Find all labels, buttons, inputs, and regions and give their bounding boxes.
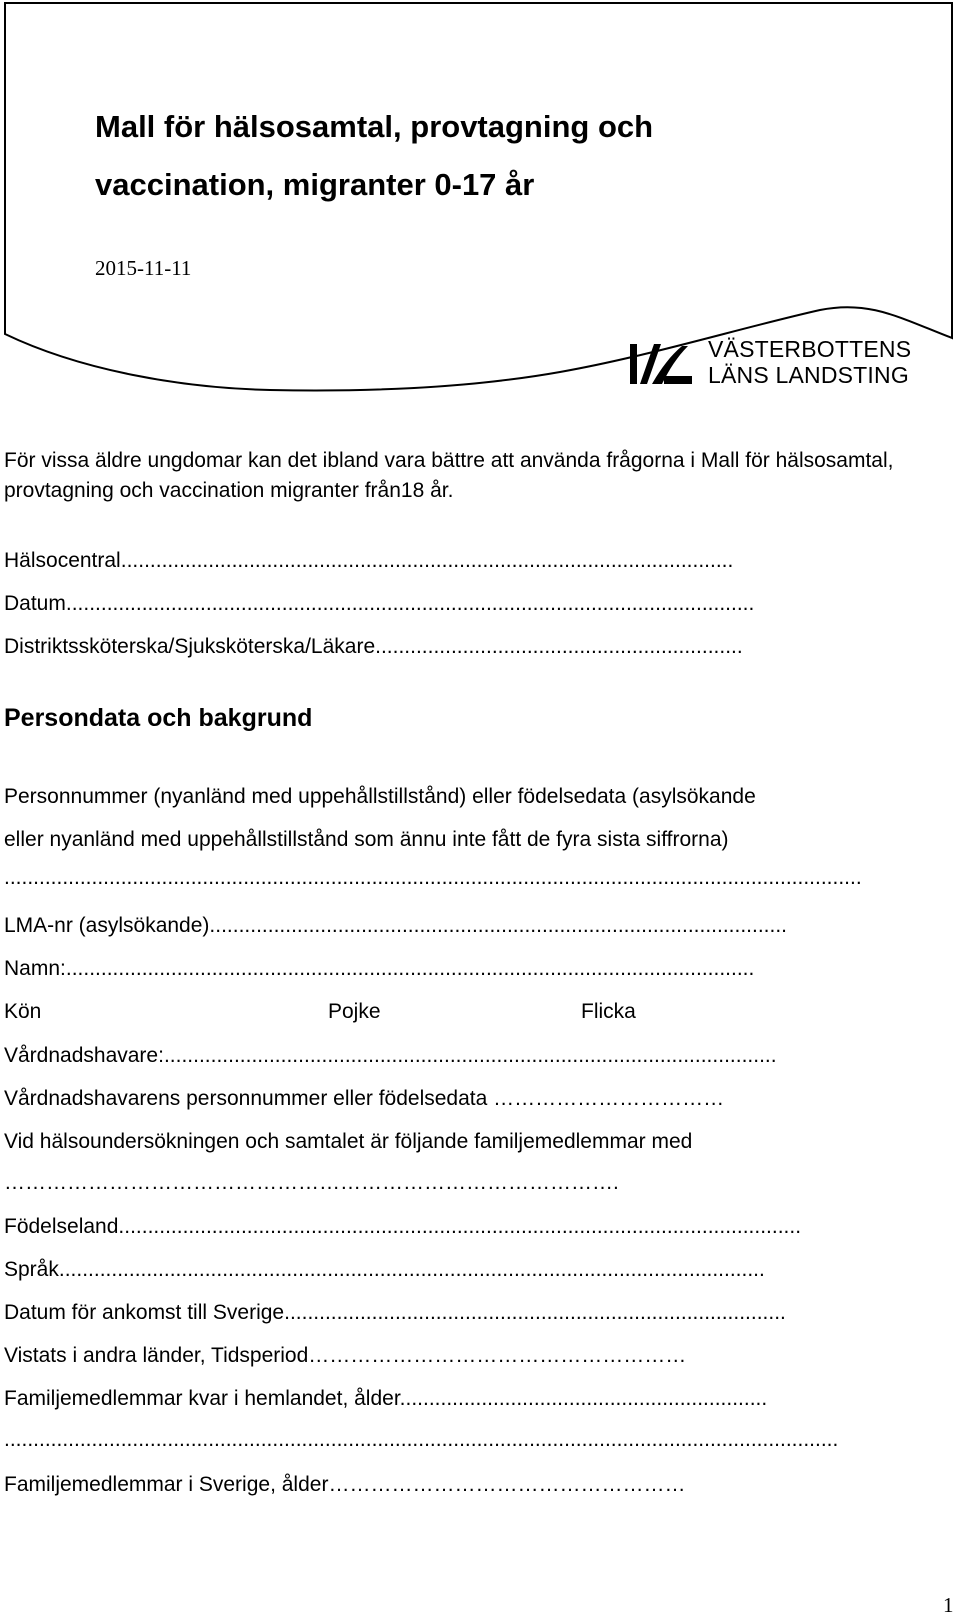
field-dots: ...............................................................	[399, 1387, 768, 1410]
field-dots: ……………………………	[487, 1087, 725, 1110]
kon-option-pojke[interactable]: Pojke	[328, 1000, 381, 1023]
logo-line-2: LÄNS LANDSTING	[708, 362, 909, 388]
document-title	[95, 98, 855, 214]
field-dots: ......................................................................................................................	[65, 592, 755, 615]
field-dots: ...............................................................................................................................................	[4, 1428, 839, 1451]
field-dots: ………………………………………………	[308, 1344, 687, 1367]
field-label: Hälsocentral	[4, 549, 121, 572]
field-lma-nr[interactable]	[4, 910, 952, 942]
field-label: Vårdnadshavarens personnummer eller födelsedata	[4, 1087, 488, 1110]
field-familjemedlemmar-med[interactable]	[4, 1167, 952, 1199]
section-heading: Persondata och bakgrund	[4, 704, 313, 732]
field-vardnadshavare[interactable]	[4, 1040, 952, 1072]
field-label: Vårdnadshavare:	[4, 1044, 164, 1067]
field-label: LMA-nr (asylsökande)	[4, 914, 210, 937]
intro-text: För vissa äldre ungdomar kan det ibland vara bättre att använda frågorna i Mall för hälsosamtal, provtagning och vaccination migranter från18 år.	[4, 449, 894, 502]
landsting-logo-text	[708, 336, 948, 388]
field-dots: ...................................................................................................................................................	[4, 866, 862, 889]
field-datum-ankomst[interactable]	[4, 1297, 952, 1329]
field-sprak[interactable]	[4, 1254, 952, 1286]
field-personnummer[interactable]	[4, 862, 952, 894]
field-label: Språk	[4, 1258, 59, 1281]
field-namn[interactable]	[4, 953, 952, 985]
kon-label: Kön	[4, 1000, 42, 1023]
field-label: Distriktssköterska/Sjuksköterska/Läkare	[4, 635, 376, 658]
familjemedlemmar-med-label: Vid hälsoundersökningen och samtalet är följande familjemedlemmar med	[4, 1130, 693, 1153]
field-familjemedlemmar-sverige[interactable]	[4, 1469, 952, 1501]
field-dots: ......................................................................................................................	[65, 957, 755, 980]
field-label: Familjemedlemmar i Sverige, ålder	[4, 1473, 329, 1496]
page-number: 1	[943, 1593, 954, 1617]
field-label: Namn:	[4, 957, 66, 980]
document-date: 2015-11-11	[95, 256, 192, 280]
field-halsocentral[interactable]	[4, 545, 952, 577]
field-distriktsskoterska[interactable]	[4, 631, 952, 663]
logo-line-1: VÄSTERBOTTENS	[708, 336, 912, 362]
field-vardnadshavare-personnummer[interactable]	[4, 1083, 952, 1115]
field-fodelseland[interactable]	[4, 1211, 952, 1243]
field-familjemedlemmar-hemlandet[interactable]	[4, 1383, 952, 1415]
field-datum[interactable]	[4, 588, 952, 620]
personnummer-text-line-2: eller nyanländ med uppehållstillstånd som ännu inte fått de fyra sista siffrorna)	[4, 828, 729, 851]
field-dots: .........................................................................................................	[163, 1044, 777, 1067]
field-dots: …………………………………………………………………………….	[4, 1171, 619, 1194]
field-dots: ......................................................................................	[284, 1301, 786, 1324]
field-familjemedlemmar-hemlandet-cont[interactable]	[4, 1424, 952, 1456]
personnummer-text-line-1: Personnummer (nyanländ med uppehållstillstånd) eller födelsedata (asylsökande	[4, 785, 756, 808]
field-dots: ……………………………………………	[328, 1473, 686, 1496]
field-dots: .........................................................................................................	[120, 549, 734, 572]
field-label: Vistats i andra länder, Tidsperiod	[4, 1344, 309, 1367]
field-label: Födelseland	[4, 1215, 119, 1238]
field-label: Datum	[4, 592, 66, 615]
field-dots: ...................................................................................................	[209, 914, 788, 937]
landsting-logo-mark-icon	[630, 342, 692, 386]
kon-option-flicka[interactable]: Flicka	[581, 1000, 636, 1023]
field-dots: ...............................................................	[375, 635, 743, 658]
field-dots: .........................................................................................................................	[58, 1258, 765, 1281]
title-line-2: vaccination, migranter 0-17 år	[95, 167, 535, 202]
field-dots: .....................................................................................................................	[118, 1215, 802, 1238]
title-line-1: Mall för hälsosamtal, provtagning och	[95, 109, 654, 144]
field-label: Familjemedlemmar kvar i hemlandet, ålder	[4, 1387, 400, 1410]
field-label: Datum för ankomst till Sverige	[4, 1301, 285, 1324]
field-vistats-andra-lander[interactable]	[4, 1340, 952, 1372]
